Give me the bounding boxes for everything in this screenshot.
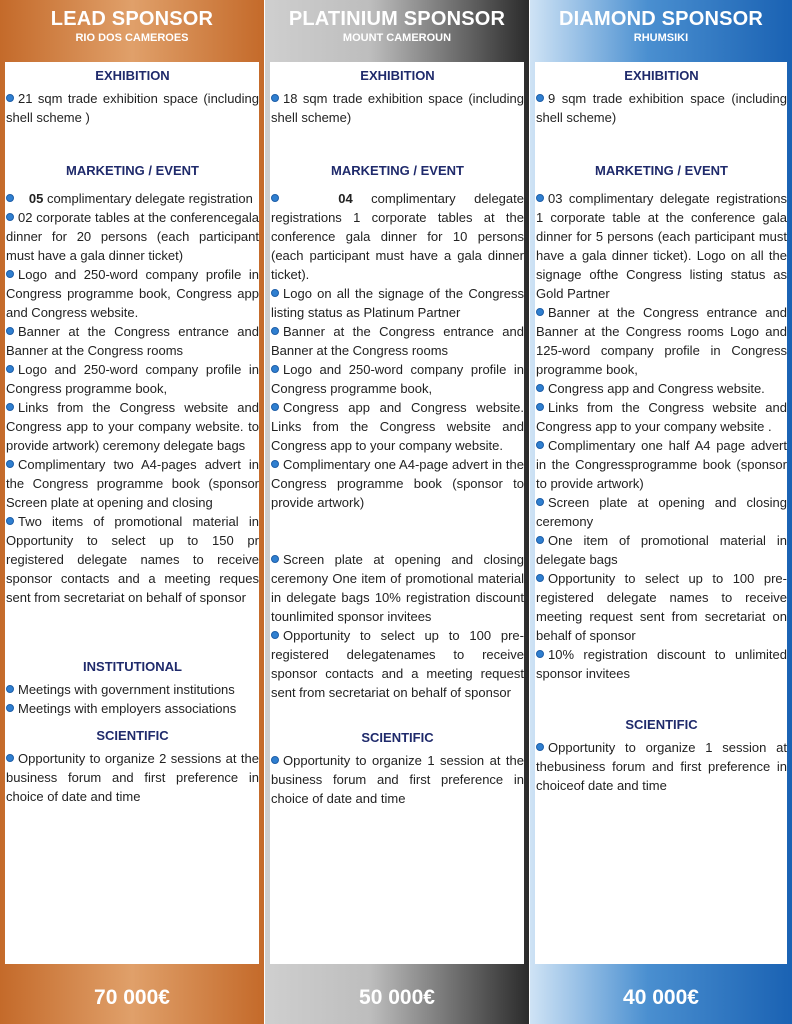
scientific-heading: SCIENTIFIC: [96, 728, 169, 743]
lead-sponsor-price: 70 000€: [94, 986, 170, 1009]
list-item: Opportunity to organize 2 sessions at the business forum and first preference in choice of date and time: [6, 751, 259, 804]
marketing-heading: MARKETING / EVENT: [595, 163, 728, 178]
list-item: Congress app and Congress website.: [536, 379, 787, 398]
bullet-icon: [271, 94, 279, 102]
lead-sponsor-header: [0, 8, 264, 44]
lead-sponsor-column: [0, 0, 264, 1024]
list-item: Complimentary one half A4 page advert in the Congressprogramme book (sponsor to provide artwork): [536, 438, 787, 491]
bullet-icon: [271, 756, 279, 764]
bullet-icon: [6, 460, 14, 468]
diamond-sponsor-content: [536, 66, 787, 795]
list-item: Logo and 250-word company profile in Congress programme book,: [6, 362, 259, 396]
bullet-icon: [271, 631, 279, 639]
diamond-sponsor-column: [530, 0, 792, 1024]
platinium-sponsor-header: [265, 8, 529, 44]
bullet-icon: [271, 460, 279, 468]
bullet-icon: [271, 555, 279, 563]
list-item: Opportunity to select up to 100 pre-registered delegatenames to receive sponsor contacts and a meeting request sent from secretariat on behalf of sponsor: [271, 628, 524, 700]
list-item: 04 complimentary delegate registrations 1 corporate tables at the conference gala dinner for 10 persons (each participant must have a gala dinner ticket).: [271, 191, 524, 282]
list-item: Logo and 250-word company profile in Congress programme book, Congress app and Congress website.: [6, 267, 259, 320]
list-item: Links from the Congress website and Congress app to your company website .: [536, 400, 787, 434]
lead-sponsor-title: LEAD SPONSOR: [50, 8, 214, 30]
list-item: Two items of promotional material in Opportunity to select up to 150 pr registered delegate names to receive sponsor contacts and a meeting reques sent from secretariat on behalf of sponsor: [6, 514, 259, 605]
list-item: 02 corporate tables at the conferencegala dinner for 20 persons (each participant must have a gala dinner ticket): [6, 210, 259, 263]
bullet-icon: [271, 289, 279, 297]
list-item: Meetings with government institutions: [6, 680, 259, 699]
list-item: One item of promotional material in delegate bags: [536, 533, 787, 567]
bullet-icon: [6, 517, 14, 525]
list-item: Links from the Congress website and Congress app to your company website. to provide artwork) ceremony delegate bags: [6, 400, 259, 453]
bullet-icon: [536, 94, 544, 102]
bullet-icon: [536, 650, 544, 658]
list-item: Opportunity to organize 1 session at thebusiness forum and first preference in choiceof date and time: [536, 740, 787, 793]
list-item: 03 complimentary delegate registrations 1 corporate table at the conference gala dinner for 5 persons (each participant must have a gala dinner ticket). Logo on all the signage ofthe Congress listing status as Gold Partner: [536, 191, 787, 301]
bullet-icon: [536, 498, 544, 506]
exhibition-heading: EXHIBITION: [95, 68, 170, 83]
bullet-icon: [271, 365, 279, 373]
bullet-icon: [536, 308, 544, 316]
exhibition-heading: EXHIBITION: [624, 68, 699, 83]
list-item: 10% registration discount to unlimited sponsor invitees: [536, 647, 787, 681]
institutional-heading: INSTITUTIONAL: [83, 659, 182, 674]
bullet-icon: [536, 536, 544, 544]
bullet-icon: [6, 754, 14, 762]
list-item: Screen plate at opening and closing ceremony: [536, 495, 787, 529]
list-item: 21 sqm trade exhibition space (including shell scheme ): [6, 91, 259, 125]
list-item: 05 complimentary delegate registration: [6, 189, 259, 208]
bullet-icon: [6, 194, 14, 202]
bullet-icon: [6, 270, 14, 278]
lead-sponsor-content: [6, 66, 259, 806]
marketing-heading: MARKETING / EVENT: [66, 163, 199, 178]
list-item: Complimentary two A4-pages advert in the Congress programme book (sponsor Screen plate at opening and closing: [6, 457, 259, 510]
bullet-icon: [6, 685, 14, 693]
list-item: Banner at the Congress entrance and Banner at the Congress rooms Logo and 125-word company profile in Congress programme book,: [536, 305, 787, 377]
list-item: Meetings with employers associations: [6, 699, 259, 718]
bullet-icon: [6, 327, 14, 335]
platinium-sponsor-column: [265, 0, 529, 1024]
bullet-icon: [536, 194, 544, 202]
bullet-icon: [536, 441, 544, 449]
bullet-icon: [536, 743, 544, 751]
platinium-sponsor-content: [271, 66, 524, 808]
diamond-sponsor-title: DIAMOND SPONSOR: [558, 8, 764, 30]
list-item: Opportunity to select up to 100 pre-registered delegate names to receive meeting request sent from secretariat on behalf of sponsor: [536, 571, 787, 643]
scientific-heading: SCIENTIFIC: [625, 717, 698, 732]
bullet-icon: [6, 403, 14, 411]
diamond-sponsor-header: [530, 8, 792, 44]
list-item: Banner at the Congress entrance and Banner at the Congress rooms: [271, 324, 524, 358]
list-item: Complimentary one A4-page advert in the Congress programme book (sponsor to provide artwork): [271, 457, 524, 510]
diamond-sponsor-price: 40 000€: [623, 986, 699, 1009]
bullet-icon: [6, 213, 14, 221]
bullet-icon: [536, 403, 544, 411]
list-item: Opportunity to organize 1 session at the business forum and first preference in choice of date and time: [271, 753, 524, 806]
bullet-icon: [536, 384, 544, 392]
list-item: 9 sqm trade exhibition space (including shell scheme): [536, 91, 787, 125]
platinium-sponsor-subtitle: MOUNT CAMEROUN: [342, 32, 452, 44]
bullet-icon: [271, 403, 279, 411]
marketing-heading: MARKETING / EVENT: [331, 163, 464, 178]
bullet-icon: [271, 194, 279, 202]
list-item: 18 sqm trade exhibition space (including shell scheme): [271, 91, 524, 125]
exhibition-heading: EXHIBITION: [360, 68, 435, 83]
list-item: Logo on all the signage of the Congress listing status as Platinum Partner: [271, 286, 524, 320]
bullet-icon: [6, 94, 14, 102]
list-item: Banner at the Congress entrance and Banner at the Congress rooms: [6, 324, 259, 358]
scientific-heading: SCIENTIFIC: [361, 730, 434, 745]
bullet-icon: [271, 327, 279, 335]
bullet-icon: [6, 704, 14, 712]
platinium-sponsor-price: 50 000€: [359, 986, 435, 1009]
bullet-icon: [536, 574, 544, 582]
platinium-sponsor-title: PLATINIUM SPONSOR: [288, 8, 506, 30]
list-item: Logo and 250-word company profile in Congress programme book,: [271, 362, 524, 396]
bullet-icon: [6, 365, 14, 373]
list-item: Congress app and Congress website. Links from the Congress website and Congress app to your company website.: [271, 400, 524, 453]
lead-sponsor-subtitle: RIO DOS CAMEROES: [75, 32, 189, 44]
diamond-sponsor-subtitle: RHUMSIKI: [633, 32, 689, 44]
list-item: Screen plate at opening and closing ceremony One item of promotional material in delegate bags 10% registration discount tounlimited sponsor invitees: [271, 552, 524, 624]
